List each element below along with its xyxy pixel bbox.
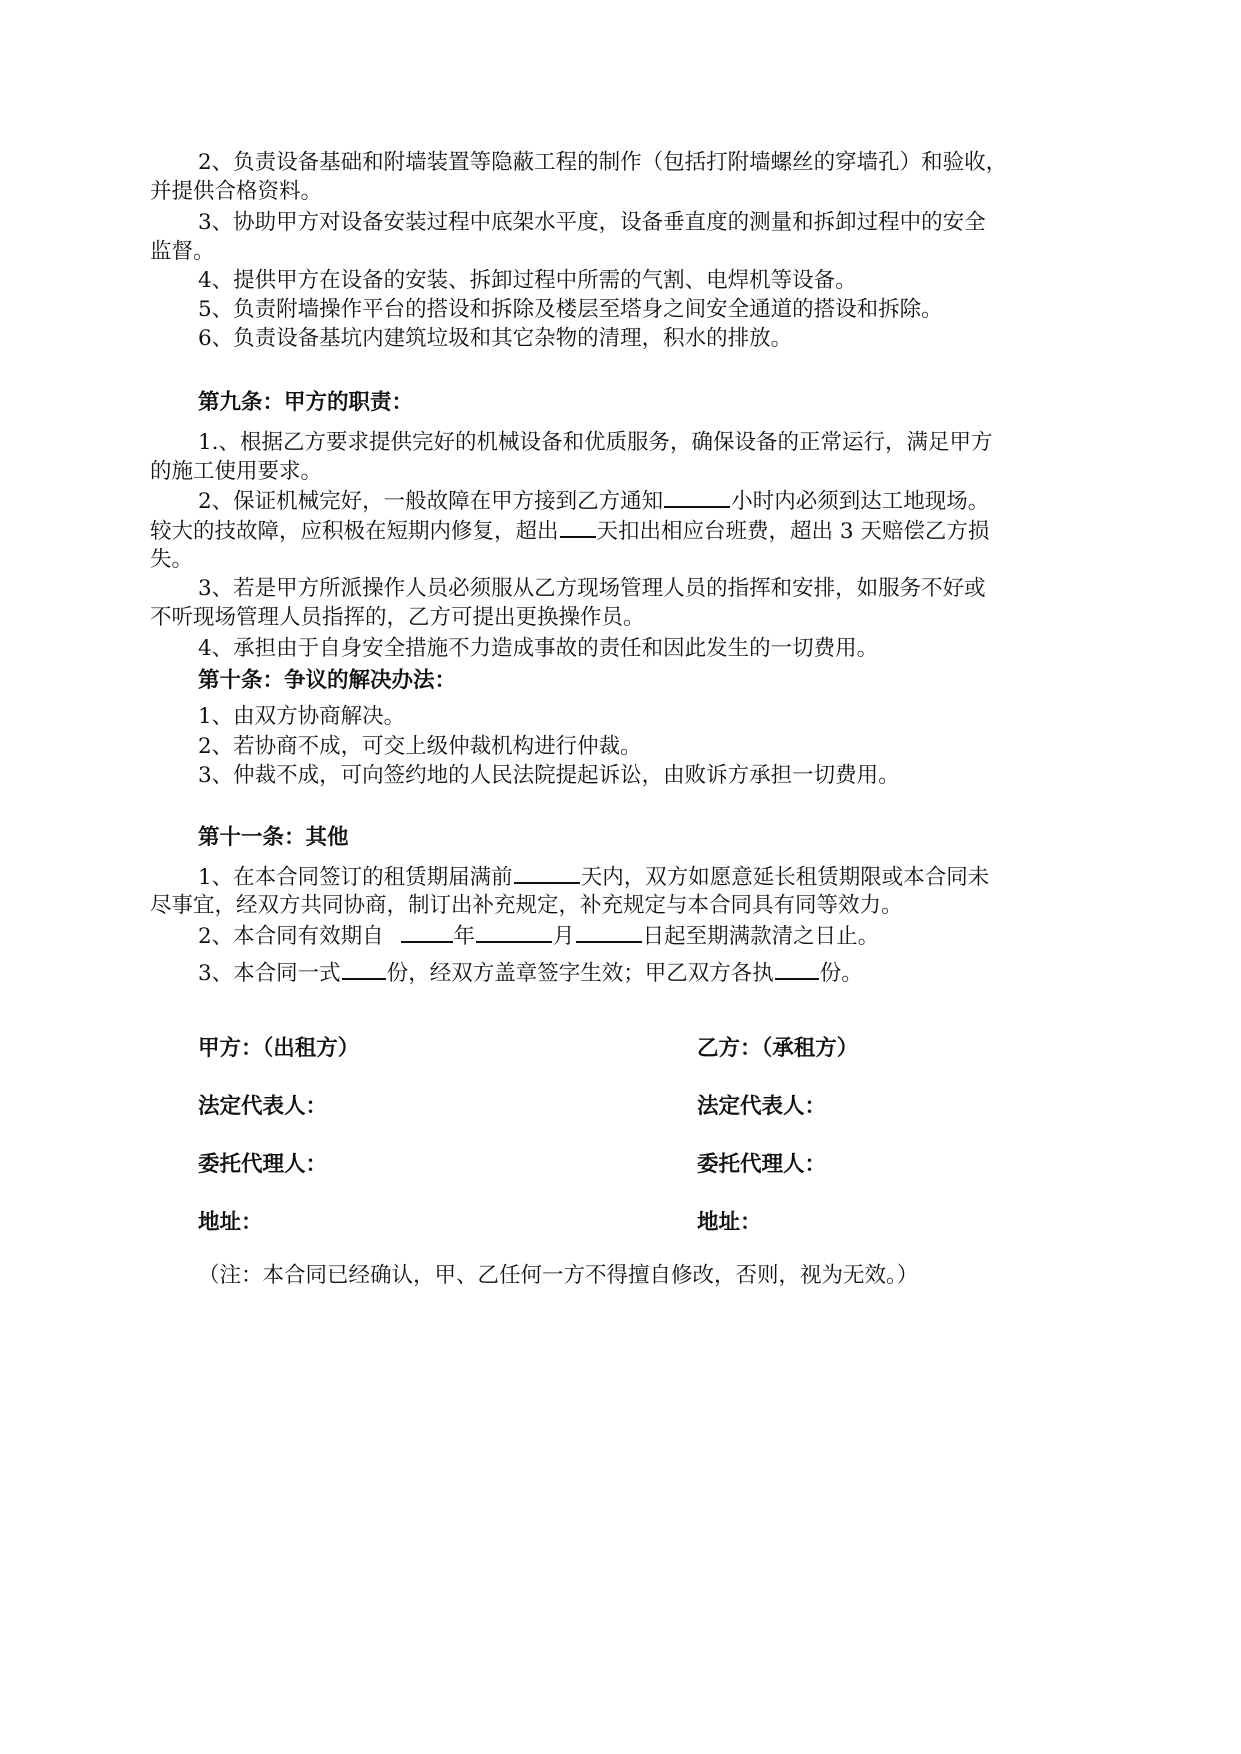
s9-item3-line1: 3、若是甲方所派操作人员必须服从乙方现场管理人员的指挥和安排，如服务不好或: [198, 576, 986, 601]
s9-item3-line2: 不听现场管理人员指挥的，乙方可提出更换操作员。: [150, 605, 645, 630]
s11-item3-text-b: 份，经双方盖章签字生效；甲乙双方各执: [386, 961, 774, 986]
s8-item3-line1: 3、协助甲方对设备安装过程中底架水平度，设备垂直度的测量和拆卸过程中的安全: [198, 210, 986, 235]
each-copies-blank: [775, 958, 819, 980]
closing-note: （注：本合同已经确认，甲、乙任何一方不得擅自修改，否则，视为无效。）: [198, 1263, 919, 1288]
s9-item2-line1: [198, 486, 989, 517]
s8-item4: 4、提供甲方在设备的安装、拆卸过程中所需的气割、电焊机等设备。: [198, 268, 857, 293]
copies-blank: [342, 958, 386, 980]
section10-title: 第十条：争议的解决办法：: [198, 668, 457, 693]
s9-item2-text-b: 小时内必须到达工地现场。: [731, 489, 990, 514]
party-b-agent: 委托代理人：: [697, 1152, 827, 1177]
s8-item5: 5、负责附墙操作平台的搭设和拆除及楼层至塔身之间安全通道的搭设和拆除。: [198, 297, 943, 322]
s11-item2: [198, 921, 879, 952]
s9-item2-text-a: 2、保证机械完好，一般故障在甲方接到乙方通知: [198, 489, 664, 514]
hours-blank: [664, 486, 730, 508]
month-blank: [476, 921, 552, 943]
s11-item3-text-a: 3、本合同一式: [198, 961, 341, 986]
s11-item1-text-a: 1、在本合同签订的租赁期届满前: [198, 865, 513, 890]
s9-item4: 4、承担由于自身安全措施不力造成事故的责任和因此发生的一切费用。: [198, 636, 879, 661]
party-b-legal-rep: 法定代表人：: [697, 1094, 827, 1119]
section9-title: 第九条：甲方的职责：: [198, 390, 414, 415]
s9-item2-line3: 失。: [150, 547, 194, 572]
s11-item3: [198, 958, 863, 989]
days-blank: [560, 516, 596, 538]
s8-item2-line2: 并提供合格资料。: [150, 179, 323, 204]
section11-title: 第十一条：其他: [198, 825, 349, 850]
party-a-agent: 委托代理人：: [198, 1152, 328, 1177]
party-a-label: 甲方：（出租方）: [198, 1036, 360, 1061]
s9-item2-text-d: 天扣出相应台班费，超出 3 天赔偿乙方损: [596, 519, 990, 544]
s11-item3-text-c: 份。: [819, 961, 863, 986]
s9-item2-text-c: 较大的技故障，应积极在短期内修复，超出: [150, 519, 559, 544]
year-label: 年: [453, 924, 476, 949]
s8-item6: 6、负责设备基坑内建筑垃圾和其它杂物的清理，积水的排放。: [198, 326, 793, 351]
party-a-address: 地址：: [198, 1210, 263, 1235]
s10-item2: 2、若协商不成，可交上级仲裁机构进行仲裁。: [198, 734, 642, 759]
s10-item1: 1、由双方协商解决。: [198, 704, 406, 729]
s11-item1-line2: 尽事宜，经双方共同协商，制订出补充规定，补充规定与本合同具有同等效力。: [150, 893, 903, 918]
s11-item2-text-a: 2、本合同有效期自: [198, 924, 384, 949]
s9-item2-line2: [150, 516, 989, 547]
s11-item1-text-b: 天内，双方如愿意延长租赁期限或本合同未: [580, 865, 990, 890]
s8-item3-line2: 监督。: [150, 239, 215, 264]
s11-item1-line1: [198, 862, 989, 893]
s9-item1-line1: 1.、根据乙方要求提供完好的机械设备和优质服务，确保设备的正常运行，满足甲方: [198, 430, 993, 455]
s10-item3: 3、仲裁不成，可向签约地的人民法院提起诉讼，由败诉方承担一切费用。: [198, 763, 900, 788]
month-label: 月: [553, 924, 575, 949]
party-a-legal-rep: 法定代表人：: [198, 1094, 328, 1119]
year-blank: [401, 921, 453, 943]
s11-item2-text-b: 日起至期满款清之日止。: [642, 924, 880, 949]
days-before-blank: [514, 862, 580, 884]
s9-item1-line2: 的施工使用要求。: [150, 459, 323, 484]
day-blank: [576, 921, 642, 943]
party-b-label: 乙方：（承租方）: [697, 1036, 859, 1061]
s8-item2-line1: 2、负责设备基础和附墙装置等隐蔽工程的制作（包括打附墙螺丝的穿墙孔）和验收，: [198, 150, 1008, 175]
party-b-address: 地址：: [697, 1210, 762, 1235]
